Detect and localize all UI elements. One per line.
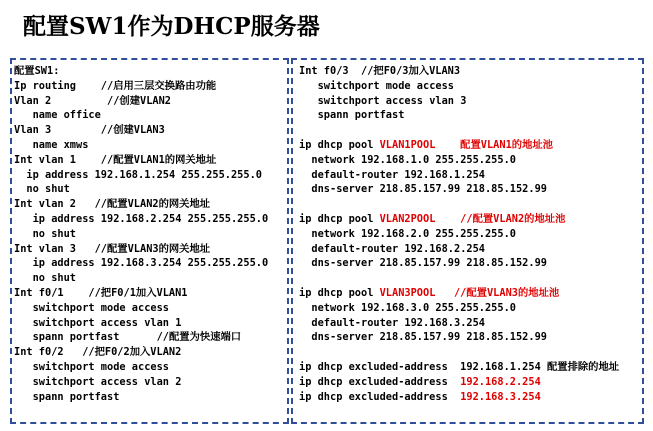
code-line xyxy=(14,212,268,227)
code-line xyxy=(14,316,268,331)
code-comment: //创建VLAN3 xyxy=(51,124,165,137)
code-text: ip dhcp pool xyxy=(299,212,380,225)
code-line xyxy=(14,182,268,197)
code-comment: //配置为快速端口 xyxy=(119,331,242,344)
code-line xyxy=(299,64,619,79)
code-text: no shut xyxy=(32,272,77,285)
code-text: no shut xyxy=(26,183,70,196)
code-line xyxy=(299,182,619,197)
code-line xyxy=(14,271,268,286)
code-line xyxy=(14,94,268,109)
code-line xyxy=(299,375,619,390)
code-text: spann portfast xyxy=(32,390,120,403)
code-text: ip dhcp excluded-address xyxy=(299,390,461,403)
code-line xyxy=(14,168,268,183)
code-text: Int f0/2 xyxy=(14,346,64,359)
code-line xyxy=(299,108,619,123)
code-text: network 192.168.2.0 255.255.255.0 xyxy=(311,227,516,240)
code-line xyxy=(299,242,619,257)
code-line xyxy=(299,197,619,212)
highlight-text: VLAN2POOL //配置VLAN2的地址池 xyxy=(379,212,566,225)
left-code-block xyxy=(14,64,268,404)
highlight-text: VLAN3POOL //配置VLAN3的地址池 xyxy=(379,286,560,299)
highlight-text: VLAN1POOL 配置VLAN1的地址池 xyxy=(379,138,553,151)
code-comment: //把F0/2加入VLAN2 xyxy=(63,346,182,359)
code-text: 配置SW1: xyxy=(14,65,60,77)
code-line xyxy=(14,79,268,94)
code-text: default-router 192.168.3.254 xyxy=(311,316,485,329)
code-line xyxy=(299,227,619,242)
code-line xyxy=(14,153,268,168)
code-line xyxy=(299,345,619,360)
code-text: dns-server 218.85.157.99 218.85.152.99 xyxy=(311,257,547,270)
code-comment: //配置VLAN1的网关地址 xyxy=(76,153,217,166)
code-text: switchport mode access xyxy=(32,301,169,314)
code-line xyxy=(14,301,268,316)
code-text: ip address 192.168.3.254 255.255.255.0 xyxy=(32,257,269,270)
code-line xyxy=(299,94,619,109)
code-text: Int vlan 2 xyxy=(14,198,76,211)
code-line xyxy=(299,301,619,316)
code-text: Int vlan 1 xyxy=(14,153,76,166)
code-comment: //启用三层交换路由功能 xyxy=(76,79,217,92)
code-line xyxy=(14,123,268,138)
left-config-panel xyxy=(10,58,289,424)
code-comment: //把F0/1加入VLAN1 xyxy=(63,286,188,299)
code-text: ip dhcp excluded-address xyxy=(299,375,461,388)
code-line xyxy=(14,64,268,79)
code-line xyxy=(299,316,619,331)
code-text: Int f0/3 //把F0/3加入VLAN3 xyxy=(299,65,461,77)
code-text: spann portfast xyxy=(317,109,405,122)
code-line xyxy=(299,212,619,227)
code-line xyxy=(299,360,619,375)
code-line xyxy=(299,390,619,405)
code-line xyxy=(299,79,619,94)
code-line xyxy=(299,256,619,271)
code-text: network 192.168.1.0 255.255.255.0 xyxy=(311,153,516,166)
code-text: dns-server 218.85.157.99 218.85.152.99 xyxy=(311,183,547,196)
code-text: ip dhcp excluded-address 192.168.1.254 配置排除的地址 xyxy=(299,360,620,373)
code-text: switchport access vlan 3 xyxy=(317,94,467,107)
code-text: Ip routing xyxy=(14,79,76,92)
code-text: name xmws xyxy=(32,138,89,151)
code-text: ip dhcp pool xyxy=(299,286,380,299)
code-line xyxy=(299,286,619,301)
code-text: switchport access vlan 2 xyxy=(32,375,182,388)
code-line xyxy=(14,375,268,390)
code-line xyxy=(299,153,619,168)
code-line xyxy=(14,256,268,271)
code-text: Vlan 2 xyxy=(14,94,52,107)
code-text: spann portfast xyxy=(32,331,120,344)
highlight-text: 192.168.2.254 xyxy=(460,375,541,388)
highlight-text: 192.168.3.254 xyxy=(460,390,541,403)
code-text: ip address 192.168.2.254 255.255.255.0 xyxy=(32,212,269,225)
code-line xyxy=(14,345,268,360)
code-line xyxy=(299,330,619,345)
code-text: ip dhcp pool xyxy=(299,138,380,151)
code-line xyxy=(299,168,619,183)
page-title: 配置SW1作为DHCP服务器 xyxy=(23,13,320,40)
code-line xyxy=(14,227,268,242)
code-line xyxy=(14,360,268,375)
code-line xyxy=(14,390,268,405)
code-line xyxy=(14,330,268,345)
code-text: no shut xyxy=(32,227,77,240)
code-text: ip address 192.168.1.254 255.255.255.0 xyxy=(26,168,262,181)
code-text: Int vlan 3 xyxy=(14,242,76,255)
code-comment: //创建VLAN2 xyxy=(51,94,171,107)
code-line xyxy=(299,138,619,153)
code-line xyxy=(299,271,619,286)
code-comment: //配置VLAN2的网关地址 xyxy=(76,198,211,211)
code-text: switchport access vlan 1 xyxy=(32,316,182,329)
code-text: default-router 192.168.2.254 xyxy=(311,242,485,255)
code-text: name office xyxy=(32,109,101,122)
code-text: switchport mode access xyxy=(317,79,454,92)
code-line xyxy=(14,138,268,153)
code-line xyxy=(14,242,268,257)
code-line xyxy=(299,123,619,138)
code-line xyxy=(14,197,268,212)
code-text: switchport mode access xyxy=(32,360,169,373)
code-text: default-router 192.168.1.254 xyxy=(311,168,485,181)
code-text: Vlan 3 xyxy=(14,124,52,137)
code-text: dns-server 218.85.157.99 218.85.152.99 xyxy=(311,331,547,344)
code-comment: //配置VLAN3的网关地址 xyxy=(76,242,211,255)
code-line xyxy=(14,108,268,123)
code-text: Int f0/1 xyxy=(14,286,64,299)
code-text: network 192.168.3.0 255.255.255.0 xyxy=(311,301,516,314)
code-line xyxy=(14,286,268,301)
right-config-panel xyxy=(291,58,644,424)
right-code-block xyxy=(299,64,619,404)
